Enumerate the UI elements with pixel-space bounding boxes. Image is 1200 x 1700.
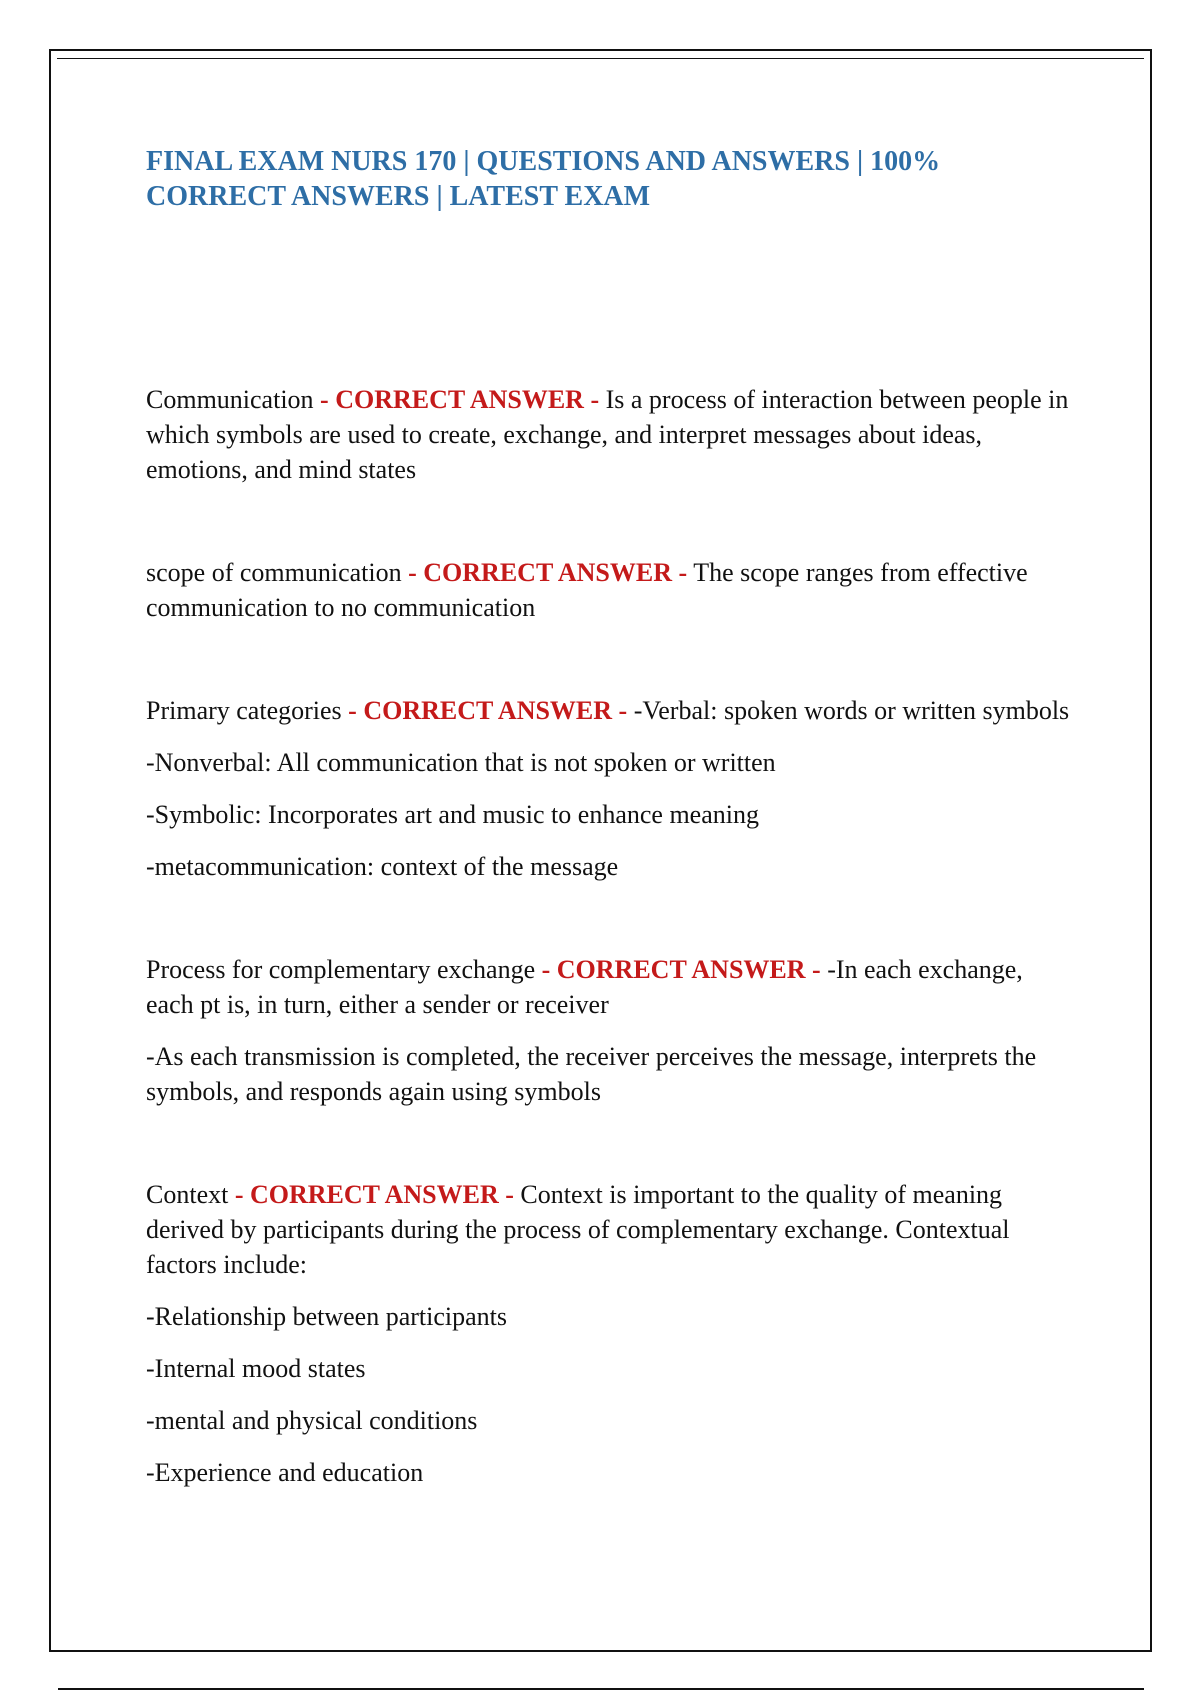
qa-entry-primary-categories	[146, 693, 1076, 884]
correct-answer-marker: - CORRECT ANSWER -	[541, 955, 821, 984]
qa-entry-complementary-exchange	[146, 952, 1076, 1109]
answer-text: Context is important to the quality of meaning derived by participants during the process of complementary exchange. Contextual factors include:	[146, 1180, 1010, 1279]
answer-text: Is a process of interaction between people in which symbols are used to create, exchange, and interpret messages about ideas, emotions, and mind states	[146, 385, 1069, 484]
qa-entry-context	[146, 1177, 1076, 1490]
qa-entry-scope-of-communication	[146, 555, 1076, 625]
correct-answer-marker: - CORRECT ANSWER -	[348, 696, 628, 725]
term: Communication	[146, 385, 314, 414]
answer-detail-line: -mental and physical conditions	[146, 1406, 478, 1435]
term: Primary categories	[146, 696, 342, 725]
term: scope of communication	[146, 558, 402, 587]
term: Process for complementary exchange	[146, 955, 536, 984]
correct-answer-marker: - CORRECT ANSWER -	[320, 385, 600, 414]
answer-detail-line: -Relationship between participants	[146, 1302, 508, 1331]
qa-question-line	[146, 382, 1076, 487]
qa-question-line	[146, 693, 1076, 728]
answer-detail-line: -metacommunication: context of the message	[146, 852, 619, 881]
answer-detail-line: -Symbolic: Incorporates art and music to enhance meaning	[146, 800, 759, 829]
answer-detail-line: -As each transmission is completed, the receiver perceives the message, interprets the symbols, and responds again using symbols	[146, 1042, 1037, 1106]
correct-answer-marker: - CORRECT ANSWER -	[234, 1180, 514, 1209]
qa-question-line	[146, 952, 1076, 1022]
answer-detail-line: -Nonverbal: All communication that is not spoken or written	[146, 748, 776, 777]
qa-entry-communication	[146, 382, 1076, 487]
bottom-rule	[58, 1688, 1144, 1690]
correct-answer-marker: - CORRECT ANSWER -	[408, 558, 688, 587]
answer-detail-line: -Internal mood states	[146, 1354, 366, 1383]
answer-text: -Verbal: spoken words or written symbols	[633, 696, 1070, 725]
qa-question-line	[146, 555, 1076, 625]
qa-list	[146, 382, 1076, 1558]
answer-text: -In each exchange, each pt is, in turn, either a sender or receiver	[146, 955, 1023, 1019]
answer-text: The scope ranges from effective communication to no communication	[146, 558, 1028, 622]
qa-question-line	[146, 1177, 1076, 1282]
term: Context	[146, 1180, 229, 1209]
document-title: FINAL EXAM NURS 170 | QUESTIONS AND ANSWERS | 100% CORRECT ANSWERS | LATEST EXAM	[146, 146, 941, 212]
page-border-top-rule	[57, 58, 1144, 59]
answer-detail-line: -Experience and education	[146, 1458, 424, 1487]
